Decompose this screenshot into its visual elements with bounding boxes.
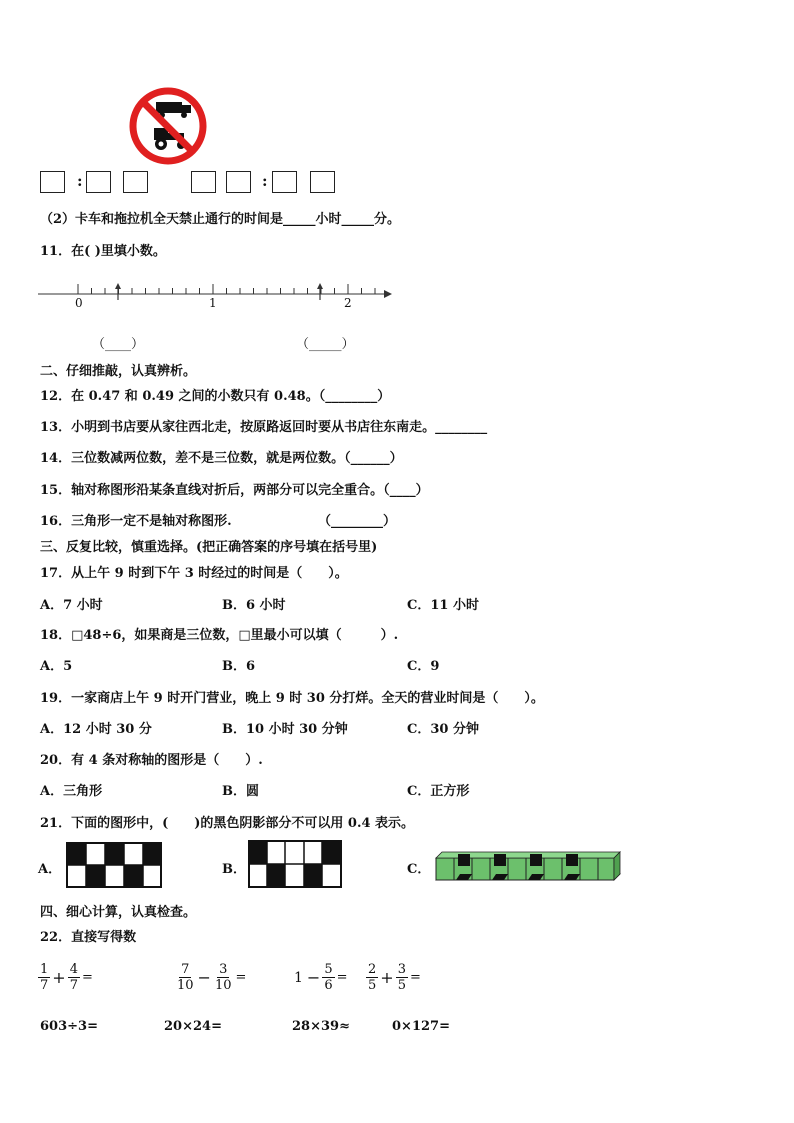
hour-box-1[interactable] xyxy=(40,171,65,193)
time-colon: : xyxy=(262,172,268,190)
hour-box-2[interactable] xyxy=(191,171,216,193)
question-20: 20．有 4 条对称轴的图形是（ ）. xyxy=(40,753,263,768)
option-a[interactable]: A．5 xyxy=(40,659,73,674)
answer-paren-2[interactable]: （_____） xyxy=(296,337,355,352)
tick-label-1: 1 xyxy=(209,296,217,310)
question-10-part-2: （2）卡车和拖拉机全天禁止通行的时间是_____小时_____分。 xyxy=(40,212,401,227)
section-3-title: 三、反复比较，慎重选择。(把正确答案的序号填在括号里) xyxy=(40,540,378,555)
minute-box-3[interactable] xyxy=(272,171,297,193)
fraction-expr-3: 1 − $\frac{5}{6}$ = xyxy=(294,962,348,993)
fraction-expr-2: $\frac{7}{10}$ − $\frac{3}{10}$ = xyxy=(177,962,247,993)
question-17: 17．从上午 9 时到下午 3 时经过的时间是（ ）。 xyxy=(40,566,348,581)
option-c[interactable]: C．30 分钟 xyxy=(407,722,479,737)
option-a[interactable]: A．7 小时 xyxy=(40,598,103,613)
minute-box-1[interactable] xyxy=(86,171,111,193)
question-16: 16．三角形一定不是轴对称图形. xyxy=(40,514,232,529)
section-4-title: 四、细心计算，认真检查。 xyxy=(40,905,197,920)
question-15: 15．轴对称图形沿某条直线对折后，两部分可以完全重合。（____） xyxy=(40,483,429,498)
calc-4: 0×127= xyxy=(392,1019,450,1034)
time-colon: : xyxy=(77,172,83,190)
fraction-expr-1: $\frac{1}{7}$ + $\frac{4}{7}$ = xyxy=(40,962,93,993)
question-12: 12．在 0.47 和 0.49 之间的小数只有 0.48。（________） xyxy=(40,389,391,404)
calc-3: 28×39≈ xyxy=(292,1019,350,1034)
question-16-paren[interactable]: （________） xyxy=(318,514,397,529)
question-11: 11．在( )里填小数。 xyxy=(40,244,166,259)
fraction-expr-4: $\frac{2}{5}$ + $\frac{3}{5}$ = xyxy=(368,962,421,993)
option-b[interactable]: B．6 小时 xyxy=(222,598,286,613)
question-18: 18．□48÷6，如果商是三位数，□里最小可以填（ ）. xyxy=(40,628,399,643)
section-2-title: 二、仔细推敲，认真辨析。 xyxy=(40,364,197,379)
question-14: 14．三位数减两位数，差不是三位数，就是两位数。（______） xyxy=(40,451,403,466)
option-c[interactable]: C． xyxy=(407,862,431,877)
figure-c-cube-strip xyxy=(434,850,624,882)
figure-a-grid xyxy=(66,842,162,888)
option-c[interactable]: C．正方形 xyxy=(407,784,470,799)
tick-label-0: 0 xyxy=(75,296,83,310)
hour-box-3[interactable] xyxy=(226,171,251,193)
option-b[interactable]: B．10 小时 30 分钟 xyxy=(222,722,348,737)
question-13: 13．小明到书店要从家往西北走，按原路返回时要从书店往东南走。________ xyxy=(40,420,488,435)
figure-b-grid xyxy=(248,840,342,888)
minute-box-2[interactable] xyxy=(123,171,148,193)
question-19: 19．一家商店上午 9 时开门营业，晚上 9 时 30 分打烊。全天的营业时间是（ ）。 xyxy=(40,691,544,706)
question-22: 22．直接写得数 xyxy=(40,930,137,945)
option-a[interactable]: A．三角形 xyxy=(40,784,103,799)
option-b[interactable]: B． xyxy=(222,862,246,877)
question-21: 21．下面的图形中，( )的黑色阴影部分不可以用 0.4 表示。 xyxy=(40,816,415,831)
answer-paren-1[interactable]: （____） xyxy=(92,337,145,352)
calc-1: 603÷3= xyxy=(40,1019,98,1034)
option-a[interactable]: A． xyxy=(38,862,62,877)
option-b[interactable]: B．6 xyxy=(222,659,256,674)
option-b[interactable]: B．圆 xyxy=(222,784,259,799)
tick-label-2: 2 xyxy=(344,296,352,310)
calc-2: 20×24= xyxy=(164,1019,222,1034)
option-a[interactable]: A．12 小时 30 分 xyxy=(40,722,152,737)
no-trucks-and-tractors-sign-icon xyxy=(128,86,208,166)
minute-box-4[interactable] xyxy=(310,171,335,193)
option-c[interactable]: C．9 xyxy=(407,659,440,674)
option-c[interactable]: C．11 小时 xyxy=(407,598,479,613)
